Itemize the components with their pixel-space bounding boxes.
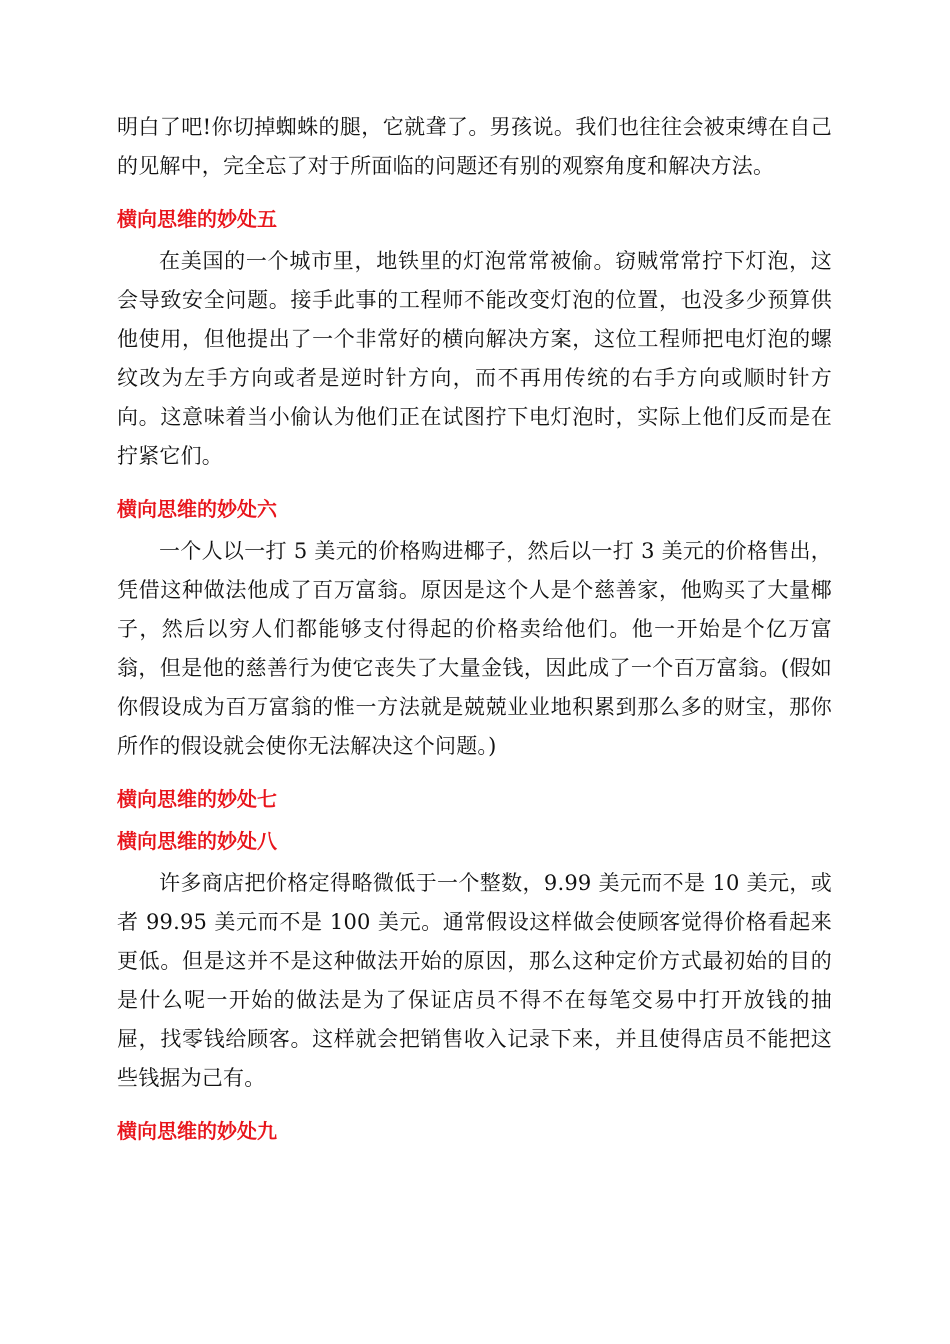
heading-benefit-6: 横向思维的妙处六	[117, 497, 277, 521]
heading-benefit-5: 横向思维的妙处五	[117, 207, 277, 231]
document-page	[117, 108, 832, 1146]
paragraph-subway-bulbs: 在美国的一个城市里，地铁里的灯泡常常被偷。窃贼常常拧下灯泡，这会导致安全问题。接手此事的工程师不能改变灯泡的位置，也没多少预算供他使用，但他提出了一个非常好的横向解决方案，这位工程师把电灯泡的螺纹改为左手方向或者是逆时针方向，而不再用传统的右手方向或顺时针方向。这意味着当小偷认为他们正在试图拧下电灯泡时，实际上他们反而是在拧紧它们。	[117, 249, 832, 468]
paragraph-pricing-99: 许多商店把价格定得略微低于一个整数，9.99 美元而不是 10 美元，或者 99.95 美元而不是 100 美元。通常假设这样做会使顾客觉得价格看起来更低。但是这并不是这种做法开始的原因，那么这种定价方式最初始的目的是什么呢一开始的做法是为了保证店员不得不在每笔交易中打开放钱的抽屉，找零钱给顾客。这样就会把销售收入记录下来，并且使得店员不能把这些钱据为己有。	[117, 871, 832, 1090]
paragraph-spider-conclusion: 明白了吧!你切掉蜘蛛的腿，它就聋了。男孩说。我们也往往会被束缚在自己的见解中，完全忘了对于所面临的问题还有别的观察角度和解决方法。	[117, 115, 832, 178]
heading-benefit-8: 横向思维的妙处八	[117, 829, 277, 853]
heading-benefit-7: 横向思维的妙处七	[117, 787, 277, 811]
paragraph-coconut-millionaire: 一个人以一打 5 美元的价格购进椰子，然后以一打 3 美元的价格售出，凭借这种做法他成了百万富翁。原因是这个人是个慈善家，他购买了大量椰子，然后以穷人们都能够支付得起的价格卖给他们。他一开始是个亿万富翁，但是他的慈善行为使它丧失了大量金钱，因此成了一个百万富翁。(假如你假设成为百万富翁的惟一方法就是兢兢业业地积累到那么多的财宝，那你所作的假设就会使你无法解决这个问题。)	[117, 539, 832, 758]
heading-benefit-9: 横向思维的妙处九	[117, 1119, 277, 1143]
